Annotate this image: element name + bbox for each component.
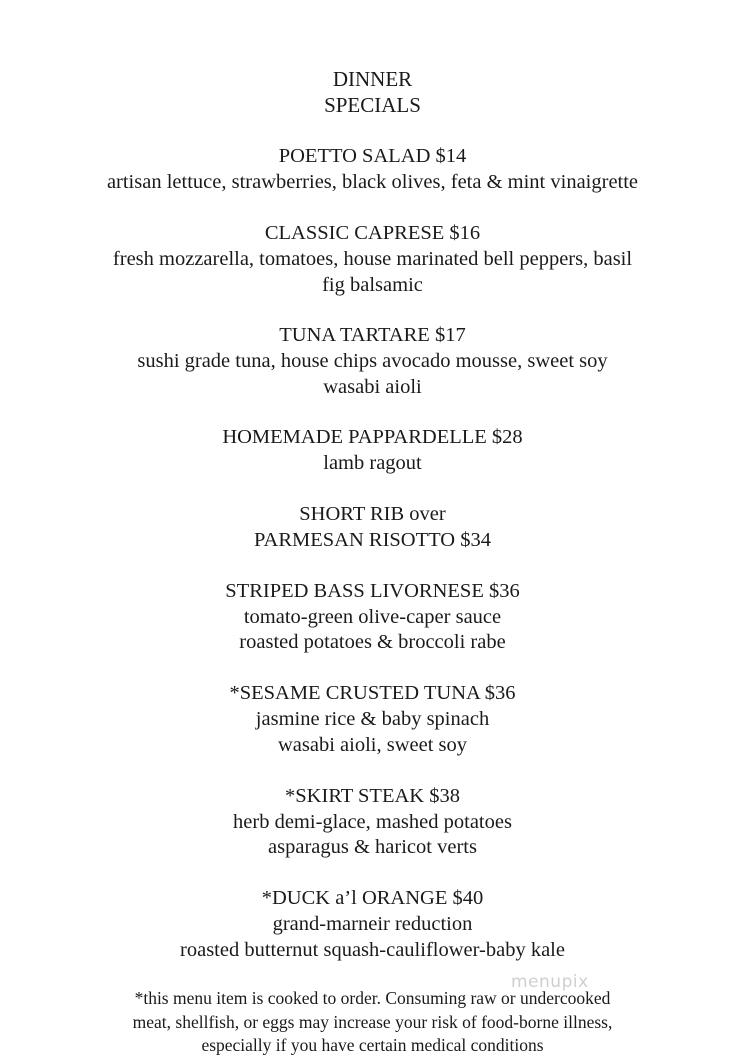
item-description: herb demi-glace, mashed potatoes [233,811,512,833]
item-title: POETTO SALAD $14 [278,145,467,167]
item-description: grand-marneir reduction [272,913,473,935]
item-description: jasmine rice & baby spinach [255,708,490,730]
item-description: artisan lettuce, strawberries, black olives, feta & mint vinaigrette [106,171,639,193]
item-description: fresh mozzarella, tomatoes, house marinated bell peppers, basil [112,248,633,270]
item-title: HOMEMADE PAPPARDELLE $28 [222,426,523,448]
item-description: tomato-green olive-caper sauce [243,606,502,628]
item-title: PARMESAN RISOTTO $34 [254,529,491,551]
item-description: roasted potatoes & broccoli rabe [239,631,506,653]
item-description: asparagus & haricot verts [268,836,477,858]
item-description: sushi grade tuna, house chips avocado mousse, sweet soy [137,350,608,372]
item-description: roasted butternut squash-cauliflower-baby kale [180,939,565,961]
item-title: TUNA TARTARE $17 [279,324,466,346]
item-description: fig balsamic [322,274,423,296]
menu-title-line-2: SPECIALS [324,93,421,117]
item-title: *DUCK a’l ORANGE $40 [261,887,484,909]
item-description: lamb ragout [323,452,422,474]
watermark: menupix [511,972,589,992]
item-title: CLASSIC CAPRESE $16 [264,222,481,244]
item-title: STRIPED BASS LIVORNESE $36 [225,580,520,602]
item-title: *SESAME CRUSTED TUNA $36 [229,682,516,704]
disclaimer-line: especially if you have certain medical conditions [201,1035,544,1055]
disclaimer-line: *this menu item is cooked to order. Consuming raw or undercooked [134,988,611,1008]
item-title: *SKIRT STEAK $38 [285,785,460,807]
item-title: SHORT RIB over [299,503,446,525]
item-description: wasabi aioli [323,376,422,398]
menu-title-line-1: DINNER [332,67,413,91]
disclaimer-line: meat, shellfish, or eggs may increase your risk of food-borne illness, [132,1012,613,1032]
item-description: wasabi aioli, sweet soy [277,734,467,756]
